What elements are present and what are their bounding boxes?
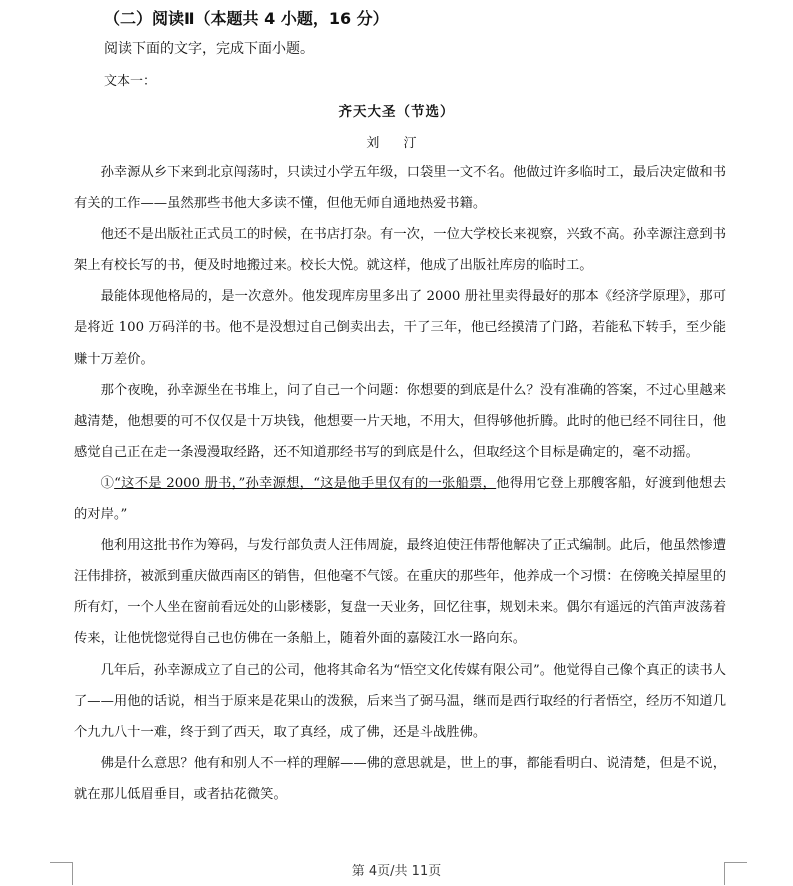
underlined-quote: “这不是 2000 册书，”孙幸源想，“这是他手里仅有的一张船票， (114, 475, 497, 491)
quote-paragraph (74, 468, 726, 530)
section-heading: （二）阅读Ⅱ（本题共 4 小题，16 分） (104, 9, 389, 28)
paragraph: 他还不是出版社正式员工的时候，在书店打杂。有一次，一位大学校长来视察，兴致不高。孙幸源注意到书架上有校长写的书，便及时地搬过来。校长大悦。就这样，他成了出版社库房的临时工。 (74, 227, 726, 274)
paragraph: 他利用这批书作为筹码，与发行部负责人汪伟周旋，最终迫使汪伟帮他解决了正式编制。此后，他虽然惨遭汪伟排挤，被派到重庆做西南区的销售，但他毫不气馁。在重庆的那些年，他养成一个习惯：在傍晚关掉屋里的所有灯，一个人坐在窗前看远处的山影楼影，复盘一天业务，回忆往事，规划未来。偶尔有遥远的汽笛声波荡着传来，让他恍惚觉得自己也仿佛在一条船上，随着外面的嘉陵江水一路向东。 (74, 538, 726, 647)
paragraph: 孙幸源从乡下来到北京闯荡时，只读过小学五年级，口袋里一文不名。他做过许多临时工，最后决定做和书有关的工作——虽然那些书他大多读不懂，但他无师自通地热爱书籍。 (74, 165, 726, 212)
quote-rest: 他得用它登上那艘客船，好渡到他想去的对岸。” (74, 475, 727, 523)
page-number-footer: 第 4页/共 11页 (351, 864, 442, 879)
article-author: 刘 汀 (366, 136, 427, 151)
paragraph: 佛是什么意思？他有和别人不一样的理解——佛的意思就是，世上的事，都能看明白、说清楚，但是不说，就在那儿低眉垂目，或者拈花微笑。 (74, 755, 726, 802)
article-body (74, 157, 726, 810)
paragraph: 那个夜晚，孙幸源坐在书堆上，问了自己一个问题：你想要的到底是什么？没有准确的答案，不过心里越来越清楚，他想要的可不仅仅是十万块钱，他想要一片天地，不用大，但得够他折腾。此时的他已经不同往日，他感觉自己正在走一条漫漫取经路，还不知道那经书写的到底是什么，但取经这个目标是确定的，毫不动摇。 (74, 382, 726, 460)
text-label: 文本一： (104, 74, 157, 89)
question-marker: ① (100, 475, 115, 491)
instruction-text: 阅读下面的文字，完成下面小题。 (104, 41, 314, 57)
paragraph: 最能体现他格局的，是一次意外。他发现库房里多出了 2000 册社里卖得最好的那本《经济学原理》，那可是将近 100 万码洋的书。他不是没想过自己倒卖出去，干了三年，他已经摸清了门路，若能私下转手，至少能赚十万差价。 (74, 289, 726, 367)
article-title: 齐天大圣（节选） (338, 104, 455, 120)
paragraph: 几年后，孙幸源成立了自己的公司，他将其命名为“悟空文化传媒有限公司”。他觉得自己像个真正的读书人了——用他的话说，相当于原来是花果山的泼猴，后来当了弼马温，继而是西行取经的行者悟空，经历不知道几个九九八十一难，终于到了西天，取了真经，成了佛，还是斗战胜佛。 (74, 662, 726, 740)
